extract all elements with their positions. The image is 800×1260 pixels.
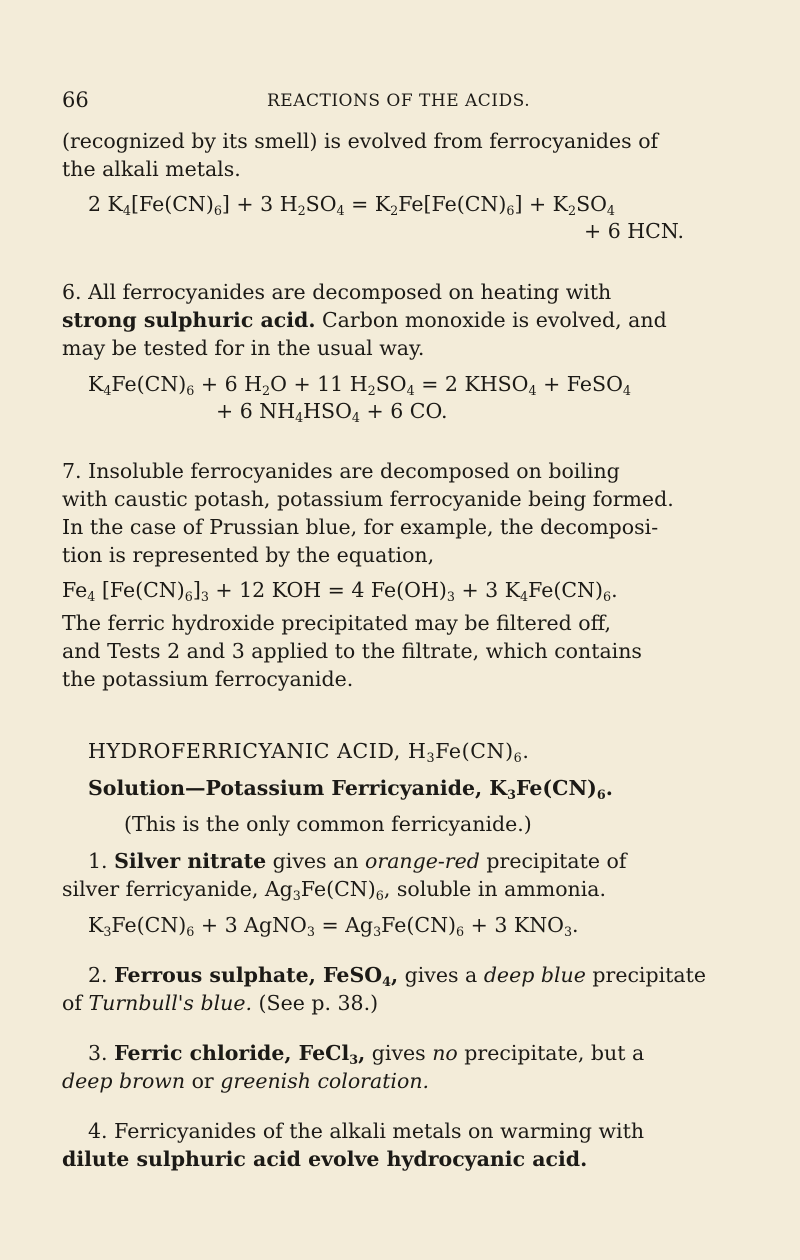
page-header: [62, 88, 738, 118]
reagent-silver-nitrate: Silver nitrate: [114, 849, 267, 873]
eq-sub: 4: [351, 409, 360, 425]
eq-part: ] + K: [514, 192, 568, 216]
eq-part: K: [88, 913, 104, 937]
test-number: 2.: [88, 963, 108, 987]
item-6-text: All ferrocyanides are decomposed on heating with: [88, 280, 612, 304]
section-heading: [88, 737, 529, 765]
eq-sub: 4: [606, 202, 616, 218]
item-6-line-1: [62, 278, 611, 306]
solution-part: .: [605, 776, 613, 800]
item-6-line-2: [62, 306, 667, 334]
test-4-line-1: [88, 1117, 644, 1145]
test-text: gives a: [404, 963, 478, 987]
test-number: 1.: [88, 849, 108, 873]
result-turnbulls-blue: Turnbull's blue.: [88, 991, 252, 1015]
eq-sub: 4: [336, 202, 345, 218]
eq-part: K: [88, 372, 104, 396]
eq-part: + 12 KOH = 4 Fe(OH): [208, 578, 447, 602]
equation-1-line-2: + 6 HCN.: [584, 219, 684, 243]
test-text: gives an: [272, 849, 359, 873]
eq-sub: 4: [520, 588, 529, 604]
eq-part: + 3 K: [454, 578, 521, 602]
eq-part: SO: [305, 192, 337, 216]
eq-part: Fe(CN): [381, 913, 457, 937]
page-number: 66: [62, 88, 89, 112]
heading-part: Fe(CN): [435, 739, 514, 763]
eq-part: = K: [344, 192, 391, 216]
item-7-equation: [62, 576, 618, 604]
item-6-equation-line-2: [216, 397, 448, 425]
item-6-line-3: may be tested for in the usual way.: [62, 336, 425, 360]
eq-part: + 6 CO.: [360, 399, 448, 423]
eq-part: ] + 3 H: [221, 192, 298, 216]
result-no: no: [432, 1041, 458, 1065]
eq-part: Fe(CN): [528, 578, 603, 602]
eq-part: = 2 KHSO: [414, 372, 529, 396]
eq-part: + FeSO: [536, 372, 623, 396]
eq-sub: 3: [306, 923, 315, 939]
eq-sub: 3: [103, 923, 112, 939]
page-reference: (See p. 38.): [258, 991, 379, 1015]
test-text: gives: [371, 1041, 426, 1065]
result-deep-brown: deep brown: [62, 1069, 186, 1093]
solution-part: Fe(CN): [515, 776, 597, 800]
eq-part: Fe: [62, 578, 88, 602]
eq-sub: 2: [262, 382, 271, 398]
test-4-line-2: dilute sulphuric acid evolve hydrocyanic acid.: [62, 1147, 588, 1171]
item-7-text: Insoluble ferrocyanides are decomposed on boiling: [88, 459, 620, 483]
eq-sub: 2: [297, 202, 306, 218]
eq-sub: 6: [213, 202, 222, 218]
eq-part: = Ag: [314, 913, 374, 937]
running-title: REACTIONS OF THE ACIDS.: [267, 91, 531, 111]
eq-sub: 3: [563, 923, 573, 939]
result-deep-blue: deep blue: [483, 963, 586, 987]
eq-part: ]: [192, 578, 201, 602]
test-1-equation: [88, 911, 579, 939]
test-sub: 6: [375, 887, 384, 903]
eq-part: [Fe(CN): [95, 578, 185, 602]
test-2-line-2: [62, 989, 378, 1017]
solution-part: Solution—Potassium Ferricyanide, K: [88, 776, 508, 800]
test-text: precipitate, but a: [464, 1041, 645, 1065]
eq-part: Fe(CN): [111, 372, 187, 396]
intro-line-2: the alkali metals.: [62, 157, 241, 181]
test-text: precipitate of: [486, 849, 627, 873]
test-text: or: [191, 1069, 214, 1093]
item-number: 6.: [62, 280, 82, 304]
reagent-strong-sulphuric: strong sulphuric acid.: [62, 308, 316, 332]
item-7-line-5: The ferric hydroxide precipitated may be filtered off,: [62, 611, 611, 635]
test-text: precipitate: [592, 963, 706, 987]
eq-part: HSO: [303, 399, 352, 423]
eq-sub: 4: [295, 409, 304, 425]
test-number: 3.: [88, 1041, 108, 1065]
eq-sub: 3: [373, 923, 382, 939]
eq-part: + 3 KNO: [464, 913, 564, 937]
eq-sub: 6: [603, 588, 612, 604]
eq-sub: 4: [87, 588, 96, 604]
eq-part: [Fe(CN): [130, 192, 214, 216]
eq-part: + 6 NH: [216, 399, 296, 423]
eq-sub: 4: [528, 382, 537, 398]
heading-sub: 3: [426, 749, 436, 765]
item-7-line-6: and Tests 2 and 3 applied to the filtrate, which contains: [62, 639, 642, 663]
heading-part: HYDROFERRICYANIC ACID, H: [88, 739, 427, 763]
heading-sub: 6: [513, 749, 523, 765]
test-3-line-1: [88, 1039, 644, 1067]
eq-sub: 4: [103, 382, 112, 398]
item-7-line-2: with caustic potash, potassium ferrocyanide being formed.: [62, 487, 674, 511]
eq-sub: 6: [186, 923, 195, 939]
eq-part: + 6 H: [194, 372, 263, 396]
solution-sub: 3: [507, 786, 516, 802]
eq-sub: 2: [390, 202, 399, 218]
eq-sub: 6: [184, 588, 193, 604]
test-part: , soluble in ammonia.: [383, 877, 607, 901]
reagent-ferrous-sulphate: Ferrous sulphate, FeSO$_4$,: [114, 963, 399, 989]
eq-sub: 4: [622, 382, 631, 398]
eq-sub: 6: [506, 202, 515, 218]
test-text: Ferricyanides of the alkali metals on warming with: [114, 1119, 645, 1143]
reagent-ferric-chloride: Ferric chloride, FeCl$_3$,: [114, 1041, 366, 1067]
test-1-line-2: [62, 875, 606, 903]
eq-part: 2 K: [88, 192, 123, 216]
eq-part: + 3 AgNO: [194, 913, 307, 937]
solution-heading: [88, 774, 613, 802]
eq-sub: 3: [446, 588, 455, 604]
item-7-line-7: the potassium ferrocyanide.: [62, 667, 354, 691]
eq-part: SO: [576, 192, 607, 216]
test-3-line-2: [62, 1067, 429, 1095]
eq-sub: 3: [200, 588, 209, 604]
eq-part: .: [611, 578, 618, 602]
test-2-line-1: [88, 961, 706, 989]
eq-part: Fe(CN): [111, 913, 187, 937]
eq-part: .: [572, 913, 579, 937]
solution-sub: 6: [596, 786, 606, 802]
eq-part: Fe[Fe(CN): [398, 192, 507, 216]
eq-sub: 6: [186, 382, 195, 398]
eq-sub: 2: [367, 382, 376, 398]
test-text: of: [62, 991, 82, 1015]
eq-sub: 4: [122, 202, 131, 218]
eq-part: SO: [375, 372, 407, 396]
test-1-line-1: [88, 847, 626, 875]
eq-sub: 4: [406, 382, 415, 398]
heading-note: (This is the only common ferricyanide.): [124, 812, 532, 836]
heading-part: .: [522, 739, 530, 763]
item-7-line-1: [62, 457, 620, 485]
eq-sub: 6: [456, 923, 465, 939]
result-greenish: greenish coloration.: [220, 1069, 430, 1093]
eq-part: O + 11 H: [270, 372, 368, 396]
eq-sub: 2: [567, 202, 577, 218]
item-6-equation-line-1: [88, 370, 631, 398]
item-number: 7.: [62, 459, 82, 483]
test-part: silver ferricyanide, Ag: [62, 877, 293, 901]
intro-line-1: (recognized by its smell) is evolved from ferrocyanides of: [62, 129, 659, 153]
test-part: Fe(CN): [300, 877, 376, 901]
equation-1-line-1: [88, 190, 615, 218]
result-orange-red: orange-red: [365, 849, 480, 873]
test-sub: 3: [292, 887, 301, 903]
item-6-text: Carbon monoxide is evolved, and: [322, 308, 667, 332]
item-7-line-3: In the case of Prussian blue, for example, the decomposi-: [62, 515, 659, 539]
test-number: 4.: [88, 1119, 108, 1143]
item-7-line-4: tion is represented by the equation,: [62, 543, 435, 567]
